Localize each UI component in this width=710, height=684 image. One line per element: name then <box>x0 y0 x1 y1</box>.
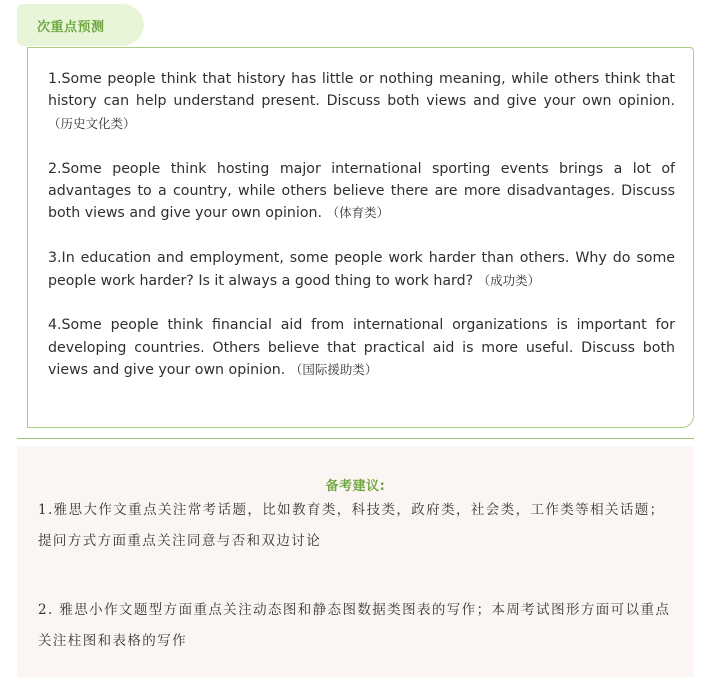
section-tab-label: 次重点预测 <box>37 20 105 35</box>
advice-title: 备考建议: <box>325 479 386 494</box>
advice-item-2: 2. 雅思小作文题型方面重点关注动态图和静态图数据类图表的写作；本周考试图形方面可以重点关注柱图和表格的写作 <box>38 602 671 649</box>
section-tab <box>17 4 144 46</box>
question-category-tag: （体育类） <box>326 205 390 221</box>
question-item-1 <box>48 68 675 135</box>
question-list <box>48 68 675 404</box>
advice-item-1: 1.雅思大作文重点关注常考话题，比如教育类，科技类，政府类，社会类，工作类等相关话题；提问方式方面重点关注同意与否和双边讨论 <box>38 502 665 549</box>
prediction-box <box>27 47 694 428</box>
question-category-tag: （国际援助类） <box>289 362 378 378</box>
section-divider <box>17 438 694 439</box>
question-item-4 <box>48 314 675 381</box>
question-category-tag: （成功类） <box>477 272 541 288</box>
question-item-2 <box>48 158 675 225</box>
question-text: 2.Some people think hosting major international sporting events brings a lot of advantages to a country, while others believe there are more disadvantages. Discuss both views and give your own opinion. <box>48 160 675 222</box>
question-item-3 <box>48 247 675 292</box>
question-text: 4.Some people think financial aid from international organizations is important for developing countries. Others believe that practical aid is more useful. Discuss both views and give your own opinion. <box>48 317 675 379</box>
question-text: 1.Some people think that history has little or nothing meaning, while others think that history can help understand present. Discuss both views and give your own opinion. <box>48 71 675 110</box>
question-text: 3.In education and employment, some people work harder than others. Why do some people work harder? Is it always a good thing to work hard? <box>48 250 675 289</box>
question-category-tag: （历史文化类） <box>48 115 136 131</box>
advice-box <box>17 446 694 677</box>
